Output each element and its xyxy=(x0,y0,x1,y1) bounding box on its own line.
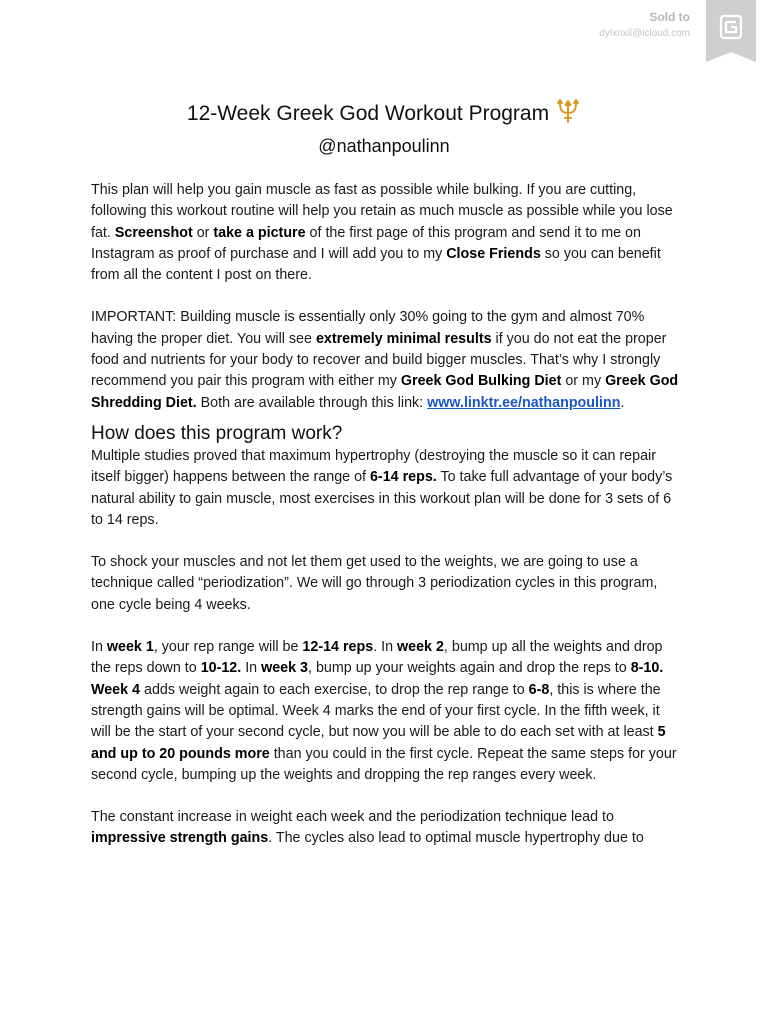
bookmark-ribbon xyxy=(706,0,756,62)
text-run: The constant increase in weight each week and the periodization technique lead to xyxy=(91,809,614,826)
bold-text: 10-12. xyxy=(200,660,242,677)
important-paragraph xyxy=(91,307,683,413)
periodization-paragraph: To shock your muscles and not let them get used to the weights, we are going to use a technique called “periodization”. We will go through 3 periodization cycles in this program, one cycle being 4 weeks. xyxy=(91,554,658,613)
bold-text: week 2 xyxy=(397,639,444,656)
text-run: In xyxy=(91,639,107,656)
text-run: . xyxy=(620,394,625,411)
document-badge-icon xyxy=(719,14,743,40)
bold-text: week 1 xyxy=(106,639,154,656)
section-heading: How does this program work? xyxy=(91,422,343,444)
bold-text: 12-14 reps xyxy=(302,639,374,656)
text-run: To take full advantage of your body’s natural ability to gain muscle, most exercises in this workout plan will be done for 3 sets of 6 to 14 reps. xyxy=(91,469,673,528)
hypertrophy-paragraph xyxy=(91,446,683,531)
text-run: IMPORTANT: Building muscle is essentially only 30% going to the gym and almost 70% having the proper diet. You will see xyxy=(91,309,645,347)
title-text: 12-Week Greek God Workout Program xyxy=(186,102,550,125)
bold-text: Greek God Bulking Diet xyxy=(400,373,562,390)
text-run: , your rep range will be xyxy=(153,639,303,656)
author-handle: @nathanpoulinn xyxy=(318,136,450,156)
bold-text: 5 and up to 20 pounds more xyxy=(91,724,666,762)
bold-text: Greek God Shredding Diet. xyxy=(91,373,679,411)
text-run: adds weight again to each exercise, to drop the rep range to xyxy=(140,681,529,698)
bold-text: Screenshot xyxy=(114,224,193,241)
text-run: , this is where the strength gains will be optimal. Week 4 marks the end of your first cycle. In the fifth week, it will be the start of your second cycle, but now you will be able to do each set with at least xyxy=(91,681,661,741)
sold-to-email: dylxnxil@icloud.com xyxy=(599,28,690,39)
trident-icon xyxy=(555,98,581,130)
text-run: or my xyxy=(561,373,606,390)
weekly-plan-paragraph xyxy=(91,637,683,786)
bold-text: 6-14 reps. xyxy=(369,469,437,486)
text-run: than you could in the first cycle. Repeat the same steps for your second cycle, bumping up the weights and dropping the rep ranges every week. xyxy=(91,745,677,783)
text-run: . The cycles also lead to optimal muscle hypertrophy due to xyxy=(268,830,644,847)
text-run: or xyxy=(192,224,214,241)
text-run: Both are available through this link: xyxy=(196,394,428,411)
text-run: , bump up all the weights and drop the reps down to xyxy=(91,639,663,677)
text-run: In xyxy=(241,660,262,677)
bold-text: take a picture xyxy=(213,224,306,241)
sold-to-label: Sold to xyxy=(649,10,690,24)
text-run: , bump up your weights again and drop the reps to xyxy=(308,660,631,677)
bold-text: extremely minimal results xyxy=(315,330,492,347)
text-run: of the first page of this program and send it to me on Instagram as proof of purchase and I will add you to my xyxy=(91,224,641,262)
linktree-link[interactable]: www.linktr.ee/nathanpoulinn xyxy=(427,394,621,411)
intro-paragraph xyxy=(91,180,683,286)
text-run: Multiple studies proved that maximum hypertrophy (destroying the muscle so it can repair itself bigger) happens between the range of xyxy=(91,447,656,486)
bold-text: Close Friends xyxy=(446,245,541,262)
text-run: if you do not eat the proper food and nutrients for your body to recover and build bigger muscles. That’s why I strongly recommend you pair this program with either my xyxy=(91,330,667,390)
bold-text: 6-8 xyxy=(528,681,550,698)
bold-text: week 3 xyxy=(261,660,309,677)
bold-text: impressive strength gains xyxy=(91,830,269,847)
text-run: so you can benefit from all the content I post on there. xyxy=(91,245,661,284)
text-run: . In xyxy=(373,639,398,656)
sold-to-stamp xyxy=(599,10,690,39)
bold-text: 8-10. Week 4 xyxy=(91,660,664,698)
text-run: This plan will help you gain muscle as fast as possible while bulking. If you are cutting, following this workout routine will help you retain as much muscle as possible while you lose fat. xyxy=(91,182,673,241)
document-body xyxy=(91,180,683,850)
strength-gains-paragraph xyxy=(91,807,683,850)
document-title xyxy=(0,98,768,130)
